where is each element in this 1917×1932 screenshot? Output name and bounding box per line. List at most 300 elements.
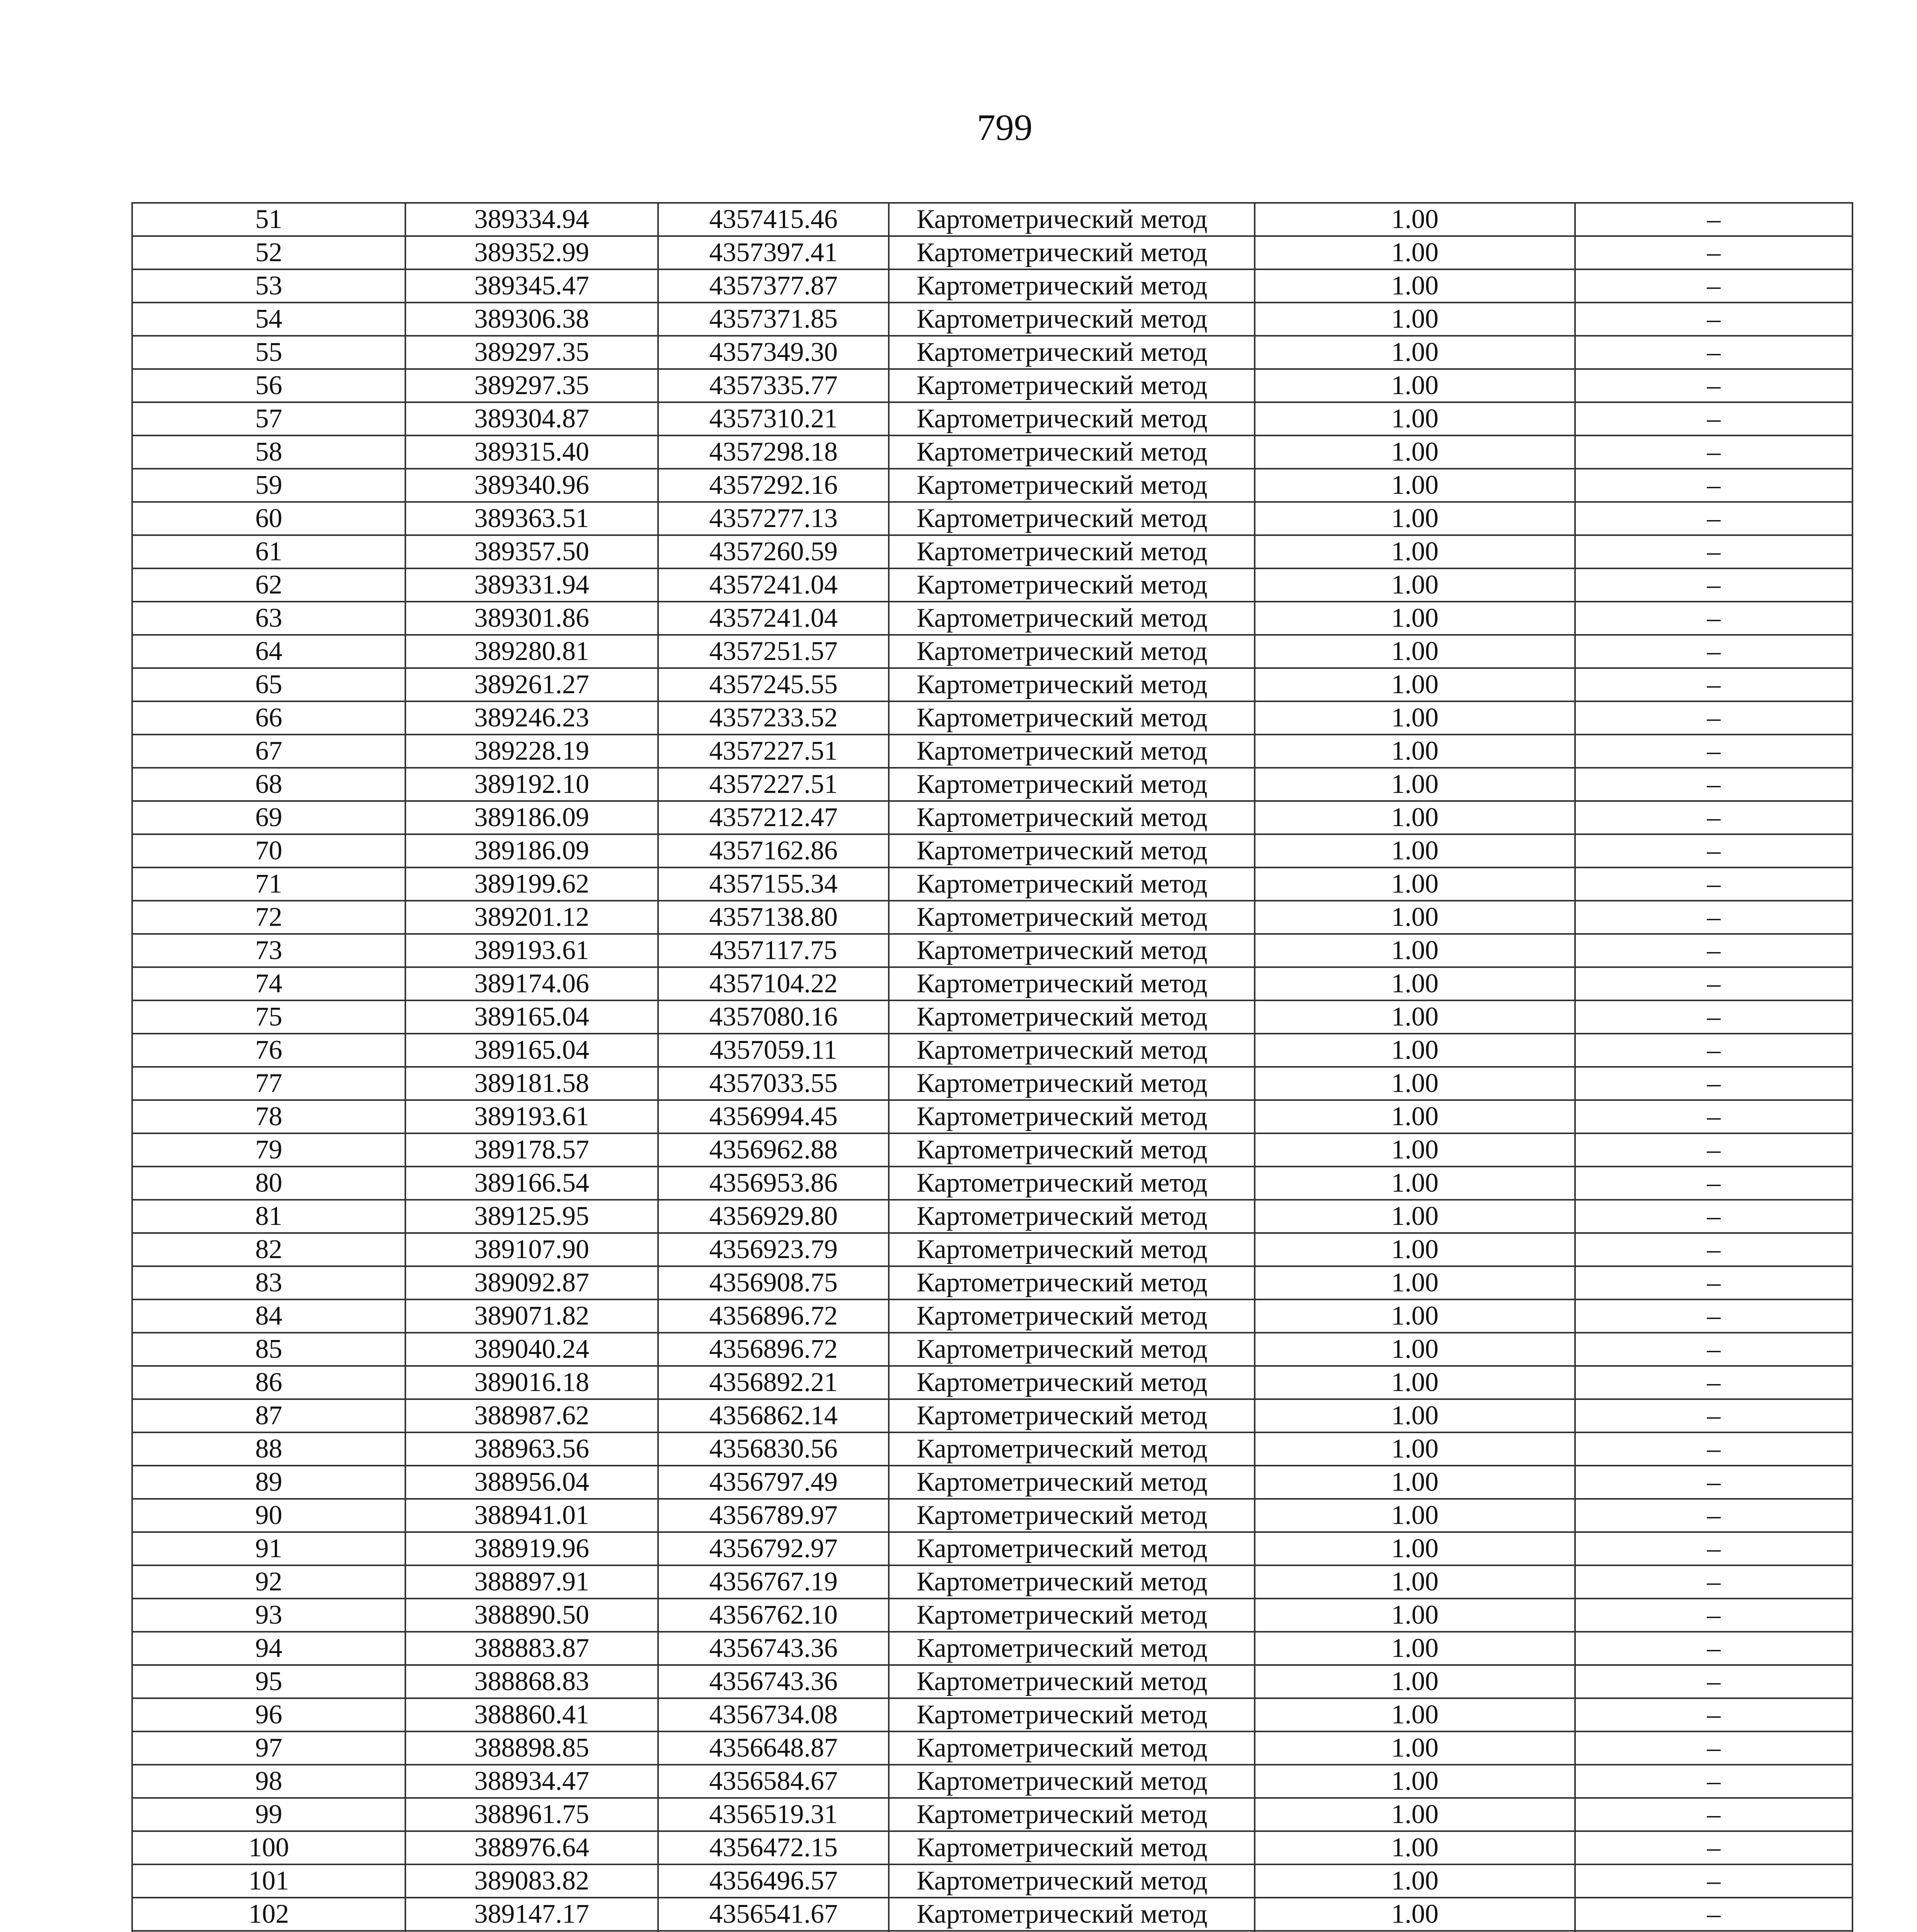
note-cell: – [1575, 369, 1852, 402]
point-number-cell: 62 [132, 568, 405, 602]
note-cell: – [1575, 668, 1852, 701]
note-cell: – [1575, 735, 1852, 768]
point-number-cell: 80 [132, 1167, 405, 1200]
note-cell: – [1575, 1831, 1852, 1864]
x-coordinate-cell: 389357.50 [405, 535, 658, 568]
point-number-cell: 54 [132, 303, 405, 336]
point-number-cell: 67 [132, 735, 405, 768]
y-coordinate-cell: 4357335.77 [658, 369, 889, 402]
accuracy-cell: 1.00 [1255, 1565, 1575, 1599]
method-cell: Картометрический метод [889, 1765, 1255, 1798]
table-row [132, 535, 1852, 568]
x-coordinate-cell: 388860.41 [405, 1698, 658, 1731]
note-cell: – [1575, 336, 1852, 369]
point-number-cell: 101 [132, 1864, 405, 1898]
accuracy-cell: 1.00 [1255, 203, 1575, 236]
method-cell: Картометрический метод [889, 1034, 1255, 1067]
method-cell: Картометрический метод [889, 1565, 1255, 1599]
note-cell: – [1575, 269, 1852, 303]
y-coordinate-cell: 4356541.67 [658, 1898, 889, 1931]
x-coordinate-cell: 389193.61 [405, 934, 658, 967]
method-cell: Картометрический метод [889, 1466, 1255, 1499]
method-cell: Картометрический метод [889, 635, 1255, 668]
y-coordinate-cell: 4357162.86 [658, 834, 889, 867]
point-number-cell: 68 [132, 768, 405, 801]
y-coordinate-cell: 4356584.67 [658, 1765, 889, 1798]
x-coordinate-cell: 389301.86 [405, 602, 658, 635]
x-coordinate-cell: 389334.94 [405, 203, 658, 236]
point-number-cell: 79 [132, 1133, 405, 1167]
method-cell: Картометрический метод [889, 502, 1255, 535]
y-coordinate-cell: 4357080.16 [658, 1000, 889, 1034]
method-cell: Картометрический метод [889, 602, 1255, 635]
accuracy-cell: 1.00 [1255, 269, 1575, 303]
y-coordinate-cell: 4357277.13 [658, 502, 889, 535]
accuracy-cell: 1.00 [1255, 668, 1575, 701]
x-coordinate-cell: 389186.09 [405, 801, 658, 834]
table-row [132, 1000, 1852, 1034]
accuracy-cell: 1.00 [1255, 1864, 1575, 1898]
note-cell: – [1575, 435, 1852, 469]
x-coordinate-cell: 388976.64 [405, 1831, 658, 1864]
table-row [132, 502, 1852, 535]
x-coordinate-cell: 389040.24 [405, 1333, 658, 1366]
y-coordinate-cell: 4357260.59 [658, 535, 889, 568]
y-coordinate-cell: 4357245.55 [658, 668, 889, 701]
table-row [132, 1466, 1852, 1499]
y-coordinate-cell: 4356734.08 [658, 1698, 889, 1731]
method-cell: Картометрический метод [889, 303, 1255, 336]
point-number-cell: 56 [132, 369, 405, 402]
y-coordinate-cell: 4357251.57 [658, 635, 889, 668]
accuracy-cell: 1.00 [1255, 867, 1575, 901]
point-number-cell: 90 [132, 1499, 405, 1532]
y-coordinate-cell: 4356892.21 [658, 1366, 889, 1399]
table-row [132, 1864, 1852, 1898]
method-cell: Картометрический метод [889, 668, 1255, 701]
y-coordinate-cell: 4357138.80 [658, 901, 889, 934]
point-number-cell: 82 [132, 1233, 405, 1266]
method-cell: Картометрический метод [889, 1167, 1255, 1200]
x-coordinate-cell: 388868.83 [405, 1665, 658, 1698]
x-coordinate-cell: 389186.09 [405, 834, 658, 867]
point-number-cell: 78 [132, 1100, 405, 1133]
accuracy-cell: 1.00 [1255, 435, 1575, 469]
x-coordinate-cell: 389193.61 [405, 1100, 658, 1133]
accuracy-cell: 1.00 [1255, 1698, 1575, 1731]
table-row [132, 1698, 1852, 1731]
accuracy-cell: 1.00 [1255, 1731, 1575, 1765]
table-row [132, 801, 1852, 834]
method-cell: Картометрический метод [889, 768, 1255, 801]
table-row [132, 768, 1852, 801]
y-coordinate-cell: 4356908.75 [658, 1266, 889, 1299]
x-coordinate-cell: 389363.51 [405, 502, 658, 535]
y-coordinate-cell: 4356830.56 [658, 1432, 889, 1466]
table-row [132, 336, 1852, 369]
x-coordinate-cell: 388961.75 [405, 1798, 658, 1831]
point-number-cell: 64 [132, 635, 405, 668]
y-coordinate-cell: 4356743.36 [658, 1632, 889, 1665]
x-coordinate-cell: 388890.50 [405, 1599, 658, 1632]
method-cell: Картометрический метод [889, 1266, 1255, 1299]
note-cell: – [1575, 502, 1852, 535]
y-coordinate-cell: 4357349.30 [658, 336, 889, 369]
y-coordinate-cell: 4356962.88 [658, 1133, 889, 1167]
y-coordinate-cell: 4356762.10 [658, 1599, 889, 1632]
table-row [132, 1399, 1852, 1432]
method-cell: Картометрический метод [889, 469, 1255, 502]
note-cell: – [1575, 834, 1852, 867]
x-coordinate-cell: 388963.56 [405, 1432, 658, 1466]
y-coordinate-cell: 4356792.97 [658, 1532, 889, 1565]
method-cell: Картометрический метод [889, 1798, 1255, 1831]
x-coordinate-cell: 389166.54 [405, 1167, 658, 1200]
note-cell: – [1575, 469, 1852, 502]
x-coordinate-cell: 388897.91 [405, 1565, 658, 1599]
accuracy-cell: 1.00 [1255, 602, 1575, 635]
note-cell: – [1575, 1167, 1852, 1200]
x-coordinate-cell: 388987.62 [405, 1399, 658, 1432]
accuracy-cell: 1.00 [1255, 1831, 1575, 1864]
y-coordinate-cell: 4357298.18 [658, 435, 889, 469]
x-coordinate-cell: 389261.27 [405, 668, 658, 701]
x-coordinate-cell: 389280.81 [405, 635, 658, 668]
note-cell: – [1575, 934, 1852, 967]
method-cell: Картометрический метод [889, 1831, 1255, 1864]
note-cell: – [1575, 1898, 1852, 1931]
point-number-cell: 100 [132, 1831, 405, 1864]
accuracy-cell: 1.00 [1255, 735, 1575, 768]
table-row [132, 402, 1852, 435]
point-number-cell: 63 [132, 602, 405, 635]
table-row [132, 1831, 1852, 1864]
table-row [132, 735, 1852, 768]
note-cell: – [1575, 1731, 1852, 1765]
note-cell: – [1575, 1034, 1852, 1067]
method-cell: Картометрический метод [889, 1698, 1255, 1731]
y-coordinate-cell: 4356953.86 [658, 1167, 889, 1200]
x-coordinate-cell: 389340.96 [405, 469, 658, 502]
x-coordinate-cell: 389083.82 [405, 1864, 658, 1898]
table-row [132, 236, 1852, 269]
accuracy-cell: 1.00 [1255, 934, 1575, 967]
y-coordinate-cell: 4356929.80 [658, 1200, 889, 1233]
x-coordinate-cell: 389306.38 [405, 303, 658, 336]
y-coordinate-cell: 4356472.15 [658, 1831, 889, 1864]
point-number-cell: 77 [132, 1067, 405, 1100]
accuracy-cell: 1.00 [1255, 1299, 1575, 1333]
point-number-cell: 51 [132, 203, 405, 236]
y-coordinate-cell: 4356797.49 [658, 1466, 889, 1499]
accuracy-cell: 1.00 [1255, 402, 1575, 435]
method-cell: Картометрический метод [889, 1233, 1255, 1266]
accuracy-cell: 1.00 [1255, 502, 1575, 535]
y-coordinate-cell: 4357104.22 [658, 967, 889, 1000]
y-coordinate-cell: 4356789.97 [658, 1499, 889, 1532]
point-number-cell: 55 [132, 336, 405, 369]
table-row [132, 1333, 1852, 1366]
accuracy-cell: 1.00 [1255, 1266, 1575, 1299]
point-number-cell: 87 [132, 1399, 405, 1432]
x-coordinate-cell: 389174.06 [405, 967, 658, 1000]
accuracy-cell: 1.00 [1255, 1466, 1575, 1499]
point-number-cell: 52 [132, 236, 405, 269]
table-row [132, 1432, 1852, 1466]
table-row [132, 1798, 1852, 1831]
accuracy-cell: 1.00 [1255, 1798, 1575, 1831]
y-coordinate-cell: 4356743.36 [658, 1665, 889, 1698]
point-number-cell: 76 [132, 1034, 405, 1067]
accuracy-cell: 1.00 [1255, 1499, 1575, 1532]
x-coordinate-cell: 389315.40 [405, 435, 658, 469]
note-cell: – [1575, 1233, 1852, 1266]
y-coordinate-cell: 4357227.51 [658, 735, 889, 768]
point-number-cell: 93 [132, 1599, 405, 1632]
point-number-cell: 59 [132, 469, 405, 502]
table-row [132, 635, 1852, 668]
point-number-cell: 73 [132, 934, 405, 967]
method-cell: Картометрический метод [889, 1499, 1255, 1532]
point-number-cell: 99 [132, 1798, 405, 1831]
point-number-cell: 86 [132, 1366, 405, 1399]
x-coordinate-cell: 389297.35 [405, 369, 658, 402]
x-coordinate-cell: 388898.85 [405, 1731, 658, 1765]
accuracy-cell: 1.00 [1255, 1333, 1575, 1366]
table-row [132, 435, 1852, 469]
method-cell: Картометрический метод [889, 801, 1255, 834]
table-row [132, 967, 1852, 1000]
point-number-cell: 66 [132, 701, 405, 735]
note-cell: – [1575, 203, 1852, 236]
method-cell: Картометрический метод [889, 1731, 1255, 1765]
point-number-cell: 61 [132, 535, 405, 568]
x-coordinate-cell: 389331.94 [405, 568, 658, 602]
method-cell: Картометрический метод [889, 402, 1255, 435]
table-row [132, 1200, 1852, 1233]
point-number-cell: 57 [132, 402, 405, 435]
point-number-cell: 70 [132, 834, 405, 867]
method-cell: Картометрический метод [889, 1599, 1255, 1632]
table-row [132, 1266, 1852, 1299]
x-coordinate-cell: 388919.96 [405, 1532, 658, 1565]
point-number-cell: 58 [132, 435, 405, 469]
note-cell: – [1575, 1200, 1852, 1233]
y-coordinate-cell: 4357377.87 [658, 269, 889, 303]
table-row [132, 1665, 1852, 1698]
method-cell: Картометрический метод [889, 1532, 1255, 1565]
note-cell: – [1575, 1499, 1852, 1532]
method-cell: Картометрический метод [889, 1632, 1255, 1665]
method-cell: Картометрический метод [889, 1399, 1255, 1432]
note-cell: – [1575, 1665, 1852, 1698]
accuracy-cell: 1.00 [1255, 369, 1575, 402]
note-cell: – [1575, 867, 1852, 901]
method-cell: Картометрический метод [889, 967, 1255, 1000]
point-number-cell: 60 [132, 502, 405, 535]
x-coordinate-cell: 389192.10 [405, 768, 658, 801]
y-coordinate-cell: 4357371.85 [658, 303, 889, 336]
method-cell: Картометрический метод [889, 1067, 1255, 1100]
accuracy-cell: 1.00 [1255, 1599, 1575, 1632]
accuracy-cell: 1.00 [1255, 1532, 1575, 1565]
note-cell: – [1575, 1632, 1852, 1665]
accuracy-cell: 1.00 [1255, 1133, 1575, 1167]
method-cell: Картометрический метод [889, 1432, 1255, 1466]
table-row [132, 602, 1852, 635]
accuracy-cell: 1.00 [1255, 535, 1575, 568]
accuracy-cell: 1.00 [1255, 1233, 1575, 1266]
accuracy-cell: 1.00 [1255, 901, 1575, 934]
point-number-cell: 81 [132, 1200, 405, 1233]
y-coordinate-cell: 4356767.19 [658, 1565, 889, 1599]
x-coordinate-cell: 389201.12 [405, 901, 658, 934]
table-row [132, 1366, 1852, 1399]
point-number-cell: 75 [132, 1000, 405, 1034]
point-number-cell: 84 [132, 1299, 405, 1333]
table-row [132, 934, 1852, 967]
table-row [132, 1532, 1852, 1565]
y-coordinate-cell: 4357415.46 [658, 203, 889, 236]
note-cell: – [1575, 236, 1852, 269]
note-cell: – [1575, 1798, 1852, 1831]
method-cell: Картометрический метод [889, 1200, 1255, 1233]
y-coordinate-cell: 4357059.11 [658, 1034, 889, 1067]
note-cell: – [1575, 1698, 1852, 1731]
accuracy-cell: 1.00 [1255, 1167, 1575, 1200]
method-cell: Картометрический метод [889, 336, 1255, 369]
note-cell: – [1575, 635, 1852, 668]
y-coordinate-cell: 4356994.45 [658, 1100, 889, 1133]
x-coordinate-cell: 389345.47 [405, 269, 658, 303]
point-number-cell: 91 [132, 1532, 405, 1565]
y-coordinate-cell: 4357241.04 [658, 602, 889, 635]
point-number-cell: 96 [132, 1698, 405, 1731]
y-coordinate-cell: 4356648.87 [658, 1731, 889, 1765]
x-coordinate-cell: 389352.99 [405, 236, 658, 269]
table-row [132, 1299, 1852, 1333]
table-row [132, 1233, 1852, 1266]
accuracy-cell: 1.00 [1255, 303, 1575, 336]
page-number: 799 [977, 107, 1032, 148]
x-coordinate-cell: 389165.04 [405, 1000, 658, 1034]
y-coordinate-cell: 4356896.72 [658, 1333, 889, 1366]
y-coordinate-cell: 4357155.34 [658, 867, 889, 901]
method-cell: Картометрический метод [889, 1100, 1255, 1133]
table-row [132, 668, 1852, 701]
method-cell: Картометрический метод [889, 834, 1255, 867]
accuracy-cell: 1.00 [1255, 1432, 1575, 1466]
note-cell: – [1575, 801, 1852, 834]
accuracy-cell: 1.00 [1255, 1034, 1575, 1067]
x-coordinate-cell: 388941.01 [405, 1499, 658, 1532]
accuracy-cell: 1.00 [1255, 236, 1575, 269]
y-coordinate-cell: 4357227.51 [658, 768, 889, 801]
table-row [132, 701, 1852, 735]
note-cell: – [1575, 1466, 1852, 1499]
y-coordinate-cell: 4356519.31 [658, 1798, 889, 1831]
table-row [132, 1565, 1852, 1599]
table-row [132, 303, 1852, 336]
method-cell: Картометрический метод [889, 535, 1255, 568]
accuracy-cell: 1.00 [1255, 768, 1575, 801]
note-cell: – [1575, 1532, 1852, 1565]
table-row [132, 901, 1852, 934]
accuracy-cell: 1.00 [1255, 1665, 1575, 1698]
table-row [132, 203, 1852, 236]
x-coordinate-cell: 388956.04 [405, 1466, 658, 1499]
table-row [132, 1765, 1852, 1798]
x-coordinate-cell: 389181.58 [405, 1067, 658, 1100]
x-coordinate-cell: 389199.62 [405, 867, 658, 901]
accuracy-cell: 1.00 [1255, 568, 1575, 602]
table-row [132, 269, 1852, 303]
point-number-cell: 88 [132, 1432, 405, 1466]
point-number-cell: 71 [132, 867, 405, 901]
note-cell: – [1575, 1399, 1852, 1432]
accuracy-cell: 1.00 [1255, 967, 1575, 1000]
accuracy-cell: 1.00 [1255, 1366, 1575, 1399]
method-cell: Картометрический метод [889, 1000, 1255, 1034]
note-cell: – [1575, 303, 1852, 336]
accuracy-cell: 1.00 [1255, 834, 1575, 867]
note-cell: – [1575, 1565, 1852, 1599]
x-coordinate-cell: 389178.57 [405, 1133, 658, 1167]
note-cell: – [1575, 1599, 1852, 1632]
x-coordinate-cell: 389304.87 [405, 402, 658, 435]
method-cell: Картометрический метод [889, 1898, 1255, 1931]
table-row [132, 867, 1852, 901]
point-number-cell: 65 [132, 668, 405, 701]
y-coordinate-cell: 4356496.57 [658, 1864, 889, 1898]
point-number-cell: 72 [132, 901, 405, 934]
method-cell: Картометрический метод [889, 1864, 1255, 1898]
x-coordinate-cell: 389246.23 [405, 701, 658, 735]
note-cell: – [1575, 1100, 1852, 1133]
table-row [132, 1599, 1852, 1632]
table-row [132, 1133, 1852, 1167]
accuracy-cell: 1.00 [1255, 1000, 1575, 1034]
method-cell: Картометрический метод [889, 867, 1255, 901]
accuracy-cell: 1.00 [1255, 336, 1575, 369]
x-coordinate-cell: 389297.35 [405, 336, 658, 369]
method-cell: Картометрический метод [889, 1133, 1255, 1167]
table-row [132, 469, 1852, 502]
note-cell: – [1575, 1864, 1852, 1898]
x-coordinate-cell: 389016.18 [405, 1366, 658, 1399]
accuracy-cell: 1.00 [1255, 635, 1575, 668]
table-row [132, 1067, 1852, 1100]
table-row [132, 1898, 1852, 1931]
x-coordinate-cell: 389107.90 [405, 1233, 658, 1266]
method-cell: Картометрический метод [889, 1665, 1255, 1698]
note-cell: – [1575, 1765, 1852, 1798]
point-number-cell: 85 [132, 1333, 405, 1366]
note-cell: – [1575, 1000, 1852, 1034]
y-coordinate-cell: 4357212.47 [658, 801, 889, 834]
x-coordinate-cell: 388883.87 [405, 1632, 658, 1665]
y-coordinate-cell: 4357117.75 [658, 934, 889, 967]
method-cell: Картометрический метод [889, 435, 1255, 469]
accuracy-cell: 1.00 [1255, 1067, 1575, 1100]
method-cell: Картометрический метод [889, 203, 1255, 236]
method-cell: Картометрический метод [889, 236, 1255, 269]
accuracy-cell: 1.00 [1255, 1100, 1575, 1133]
method-cell: Картометрический метод [889, 701, 1255, 735]
note-cell: – [1575, 535, 1852, 568]
method-cell: Картометрический метод [889, 735, 1255, 768]
point-number-cell: 53 [132, 269, 405, 303]
